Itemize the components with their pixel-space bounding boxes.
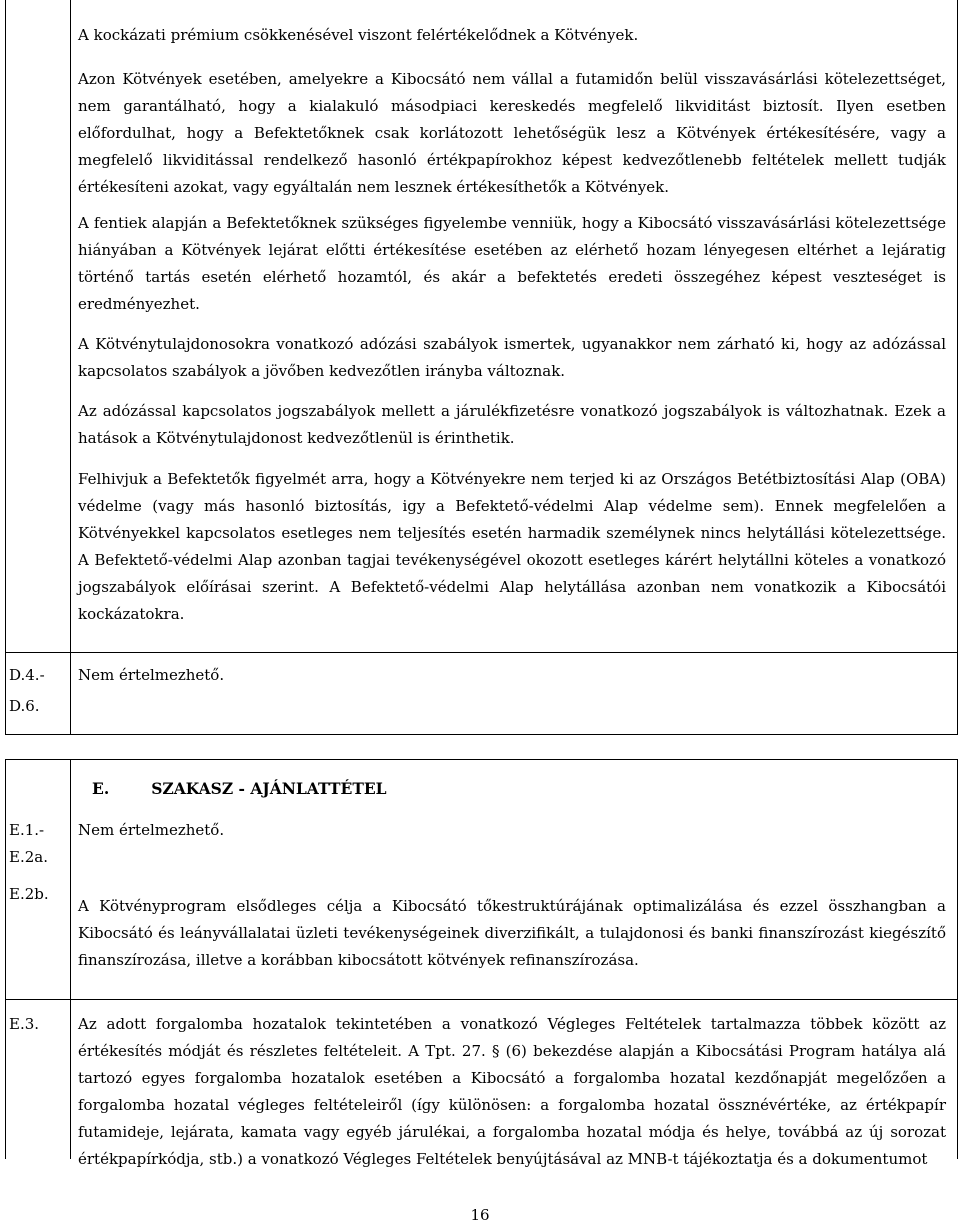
e1-text: Nem értelmezhető. bbox=[78, 821, 225, 839]
paragraph-oba-protection: Felhivjuk a Befektetők figyelmét arra, hogy a Kötvényekre nem terjed ki az Országos Betétbiztosítási Alap (OBA) védelme (vagy más hasonló biztosítás, igy a Befektető-védelmi Alap védelme sem). Ennek megfelelően a Kötvényekkel kapcsolatos esetleges nem teljesítés esetén harmadik személynek nincs helytállási kötelezettsége. A Befektető-védelmi Alap azonban tagjai tevékenységével okozott esetleges kárért helytállni köteles a vonatkozó jogszabályok előírásai szerint. A Befektető-védelmi Alap helytállása azonban nem vonatkozik a Kibocsátói kockázatokra. bbox=[78, 470, 946, 623]
section-e-title: SZAKASZ - AJÁNLATTÉTEL bbox=[151, 779, 387, 798]
row-label-e3: E.3. bbox=[9, 1015, 40, 1033]
paragraph-tax-rules: A Kötvénytulajdonosokra vonatkozó adózási szabályok ismertek, ugyanakkor nem zárható ki, hogy az adózással kapcsolatos szabályok a jövőben kedvezőtlen irányba változnak. bbox=[78, 335, 946, 380]
paragraph-contribution-rules: Az adózással kapcsolatos jogszabályok mellett a járulékfizetésre vonatkozó jogszabályok is változhatnak. Ezek a hatások a Kötvénytulajdonost kedvezőtlenül is érinthetik. bbox=[78, 402, 946, 447]
row-divider bbox=[6, 999, 957, 1000]
paragraph-yield-risk: A fentiek alapján a Befektetőknek szükséges figyelembe venniük, hogy a Kibocsátó visszavásárlási kötelezettsége hiányában a Kötvények lejárat előtti értékesítése esetében az elérhető hozam lényegesen eltérhet a lejáratig történő tartás esetén elérhető hozamtól, és akár a befektetés eredeti összegéhez képest veszteséget is eredményezhet. bbox=[78, 214, 946, 313]
paragraph-liquidity: Azon Kötvények esetében, amelyekre a Kibocsátó nem vállal a futamidőn belül visszavásárlási kötelezettséget, nem garantálható, hogy a kialakuló másodpiaci kereskedés megfelelő likviditást biztosít. Ilyen esetben előfordulhat, hogy a Befektetőknek csak korlátozott lehetőségük lesz a Kötvények értékesítésére, vagy a megfelelő likviditással rendelkező hasonló értékpapírokhoz képest kedvezőtlenebb feltételek mellett tudják értékesíteni azokat, vagy egyáltalán nem lesznek értékesíthetők a Kötvények. bbox=[78, 70, 946, 196]
row-label-d4: D.4.- D.6. bbox=[9, 666, 45, 715]
page-number: 16 bbox=[470, 1206, 490, 1224]
column-divider bbox=[70, 760, 71, 1159]
e3-text: Az adott forgalomba hozatalok tekintetében a vonatkozó Végleges Feltételek tartalmazza többek között az értékesítés módját és részletes feltételeit. A Tpt. 27. § (6) bekezdése alapján a Kibocsátási Program hatálya alá tartozó egyes forgalomba hozatalok esetében a Kibocsátó a forgalomba hozatal kezdőnapját megelőzően a forgalomba hozatal végleges feltételeiről (így különösen: a forgalomba hozatal össznévértéke, az értékpapír futamideje, lejárata, kamata vagy egyéb járulékai, a forgalomba hozatal módja és helye, továbbá az új sorozat értékpapírkódja, stb.) a vonatkozó Végleges Feltételek benyújtásával az MNB-t tájékoztatja és a dokumentumot bbox=[78, 1015, 946, 1168]
e2b-text: A Kötvényprogram elsődleges célja a Kibocsátó tőkestruktúrájának optimalizálása és ezzel összhangban a Kibocsátó és leányvállalatai üzleti tevékenységeinek diverzifikált, a tulajdonosi és banki finanszírozást kiegészítő finanszírozása, illetve a korábban kibocsátott kötvények refinanszírozása. bbox=[78, 897, 946, 969]
column-divider bbox=[70, 0, 71, 734]
paragraph-premium: A kockázati prémium csökkenésével viszont felértékelődnek a Kötvények. bbox=[78, 26, 639, 44]
d4-text: Nem értelmezhető. bbox=[78, 666, 225, 684]
row-divider bbox=[6, 652, 957, 653]
section-e-letter: E. bbox=[92, 779, 110, 798]
row-label-e2b: E.2b. bbox=[9, 885, 49, 903]
row-label-e1: E.1.- E.2a. bbox=[9, 821, 48, 866]
